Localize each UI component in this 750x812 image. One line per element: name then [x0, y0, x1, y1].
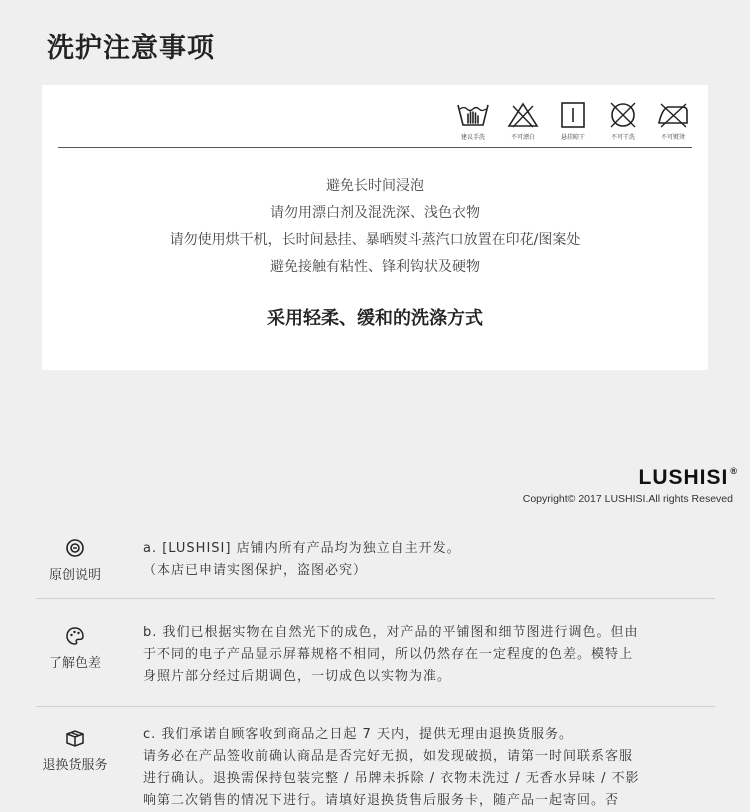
notice-label: 了解色差 [48, 656, 101, 671]
notice-text [143, 724, 693, 812]
notice-color-difference [36, 622, 715, 702]
care-icon-label: 不可干洗 [610, 134, 635, 141]
notice-side [36, 626, 114, 671]
no-bleach-icon [506, 101, 540, 129]
care-line: 请勿使用烘干机，长时间悬挂、暴晒熨斗蒸汽口放置在印花/图案处 [169, 232, 581, 248]
notice-side [36, 538, 114, 583]
care-line: 避免长时间浸泡 [326, 178, 424, 194]
hang-dry-icon [556, 101, 590, 129]
notice-line: （本店已申请实图保护，盗图必究） [143, 563, 368, 578]
care-icon-label: 悬挂晾干 [560, 134, 585, 141]
notice-line: 请务必在产品签收前确认商品是否完好无损，如发现破损，请第一时间联系客服 [143, 749, 634, 764]
notice-original [36, 538, 715, 598]
notice-line: 进行确认。退换需保持包装完整 / 吊牌未拆除 / 衣物未洗过 / 无香水异味 / 不影 [143, 771, 640, 786]
page-title: 洗护注意事项 [47, 33, 215, 64]
care-instructions-card [42, 85, 708, 370]
care-icon-hand-wash [454, 101, 492, 141]
care-icon-no-iron [654, 101, 692, 141]
brand-name: LUSHISI [638, 466, 729, 489]
care-icon-label: 建议手洗 [460, 134, 485, 141]
no-dry-clean-icon [606, 101, 640, 129]
copyright-text: Copyright© 2017 LUSHISI.All rights Reseved [522, 493, 733, 505]
care-icon-hang-dry [554, 101, 592, 141]
registered-mark: ® [730, 466, 738, 476]
no-iron-icon [656, 101, 690, 129]
notice-returns [36, 724, 715, 808]
section-divider [36, 598, 715, 599]
notice-label: 退换货服务 [42, 758, 108, 773]
notice-line: c. 我们承诺自顾客收到商品之日起 7 天内，提供无理由退换货服务。 [143, 727, 573, 742]
care-instructions-list [42, 173, 708, 281]
care-icon-no-bleach [504, 101, 542, 141]
section-divider [36, 706, 715, 707]
notice-line: 响第二次销售的情况下进行。请填好退换货售后服务卡，随产品一起寄回。否 [143, 793, 620, 808]
notice-line: 身照片部分经过后期调色，一切成色以实物为准。 [143, 669, 452, 684]
card-divider [58, 147, 692, 148]
notice-line: 于不同的电子产品显示屏幕规格不相同，所以仍然存在一定程度的色差。模特上 [143, 647, 634, 662]
care-line: 请勿用漂白剂及混洗深、浅色衣物 [270, 205, 480, 221]
notice-line: b. 我们已根据实物在自然光下的成色，对产品的平铺图和细节图进行调色。但由 [143, 625, 639, 640]
care-line: 避免接触有粘性、锋利钩状及硬物 [270, 259, 480, 275]
palette-icon [65, 626, 85, 646]
original-badge-icon [65, 538, 85, 558]
care-emphasis: 采用轻柔、缓和的洗涤方式 [267, 308, 483, 329]
care-icons-row [454, 101, 692, 141]
care-icon-label: 不可熨烫 [660, 134, 685, 141]
care-icon-no-dry-clean [604, 101, 642, 141]
notice-side [36, 728, 114, 773]
brand-logo [639, 466, 738, 490]
hand-wash-icon [456, 101, 490, 129]
notice-text [143, 622, 693, 688]
notice-line: a. [LUSHISI] 店铺内所有产品均为独立自主开发。 [143, 541, 461, 556]
package-icon [65, 728, 85, 748]
notice-text [143, 538, 693, 582]
notice-label: 原创说明 [48, 568, 101, 583]
care-icon-label: 不可漂白 [510, 134, 535, 141]
